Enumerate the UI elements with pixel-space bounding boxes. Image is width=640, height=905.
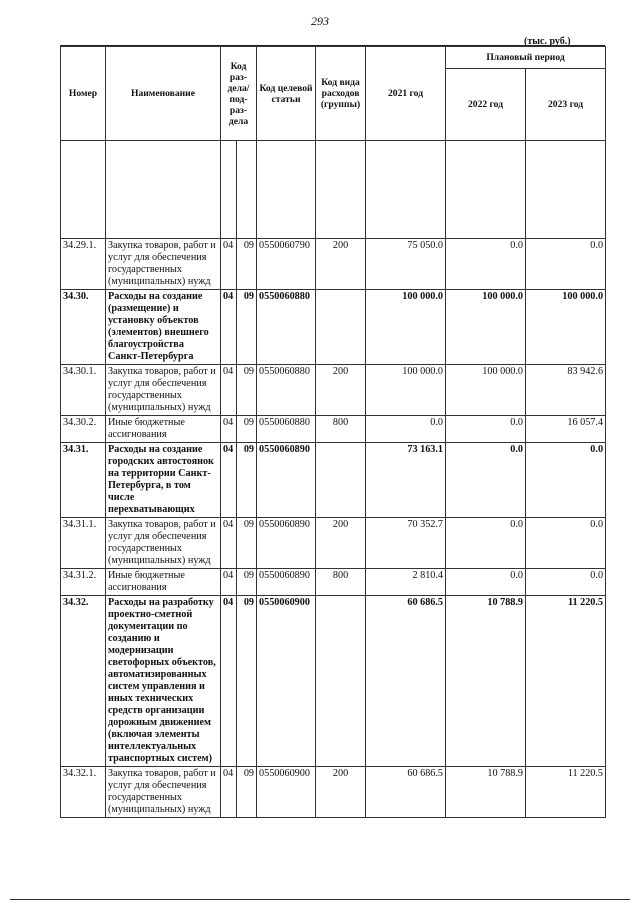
row-value-2022: 0.0 — [446, 518, 526, 569]
row-value-2022: 100 000.0 — [446, 365, 526, 416]
row-number: 34.30. — [61, 290, 106, 365]
table-header — [61, 47, 606, 141]
row-expense-code: 200 — [316, 239, 366, 290]
row-value-2021: 75 050.0 — [366, 239, 446, 290]
row-expense-code — [316, 290, 366, 365]
row-name: Иные бюджетные ассигнования — [106, 416, 221, 443]
row-target-code: 0550060890 — [257, 518, 316, 569]
row-value-2023: 11 220.5 — [526, 767, 606, 818]
row-number: 34.30.1. — [61, 365, 106, 416]
row-subsection-code: 09 — [237, 365, 257, 416]
spacer-row — [61, 141, 606, 239]
row-value-2023: 0.0 — [526, 239, 606, 290]
row-expense-code: 200 — [316, 518, 366, 569]
row-value-2022: 10 788.9 — [446, 596, 526, 767]
table-row — [61, 569, 606, 596]
row-value-2021: 2 810.4 — [366, 569, 446, 596]
table-row — [61, 443, 606, 518]
row-target-code: 0550060790 — [257, 239, 316, 290]
table-body — [61, 141, 606, 818]
page-number: 293 — [311, 14, 329, 28]
row-name: Расходы на создание городских автостоянок на территории Санкт-Петербурга, в том числе перехватывающих — [106, 443, 221, 518]
header-year-2023: 2023 год — [526, 69, 606, 141]
row-expense-code: 200 — [316, 767, 366, 818]
header-section-code: Код раз-дела/ под-раз-дела — [221, 47, 257, 141]
row-number: 34.30.2. — [61, 416, 106, 443]
row-value-2021: 60 686.5 — [366, 767, 446, 818]
row-expense-code: 200 — [316, 365, 366, 416]
row-value-2023: 16 057.4 — [526, 416, 606, 443]
row-value-2021: 0.0 — [366, 416, 446, 443]
row-number: 34.31.2. — [61, 569, 106, 596]
header-year-2021: 2021 год — [366, 47, 446, 141]
row-value-2022: 0.0 — [446, 416, 526, 443]
header-year-2022: 2022 год — [446, 69, 526, 141]
header-expense-code: Код вида расходов (группы) — [316, 47, 366, 141]
row-value-2023: 100 000.0 — [526, 290, 606, 365]
row-value-2022: 100 000.0 — [446, 290, 526, 365]
row-section-code: 04 — [221, 290, 237, 365]
row-subsection-code: 09 — [237, 596, 257, 767]
row-value-2021: 100 000.0 — [366, 290, 446, 365]
row-value-2021: 73 163.1 — [366, 443, 446, 518]
header-planned-period: Плановый период — [446, 47, 606, 69]
row-target-code: 0550060880 — [257, 365, 316, 416]
row-value-2023: 11 220.5 — [526, 596, 606, 767]
row-value-2023: 0.0 — [526, 443, 606, 518]
table-row — [61, 767, 606, 818]
row-value-2022: 0.0 — [446, 443, 526, 518]
row-value-2022: 10 788.9 — [446, 767, 526, 818]
row-number: 34.31.1. — [61, 518, 106, 569]
row-number: 34.29.1. — [61, 239, 106, 290]
row-name: Иные бюджетные ассигнования — [106, 569, 221, 596]
units-label: (тыс. руб.) — [524, 36, 571, 47]
row-value-2021: 60 686.5 — [366, 596, 446, 767]
budget-table — [60, 46, 606, 818]
row-value-2022: 0.0 — [446, 239, 526, 290]
row-name: Закупка товаров, работ и услуг для обеспечения государственных (муниципальных) нужд — [106, 518, 221, 569]
row-section-code: 04 — [221, 767, 237, 818]
row-section-code: 04 — [221, 596, 237, 767]
row-value-2022: 0.0 — [446, 569, 526, 596]
row-section-code: 04 — [221, 569, 237, 596]
row-target-code: 0550060900 — [257, 767, 316, 818]
bottom-rule — [10, 899, 630, 900]
header-number: Номер — [61, 47, 106, 141]
row-subsection-code: 09 — [237, 767, 257, 818]
row-subsection-code: 09 — [237, 443, 257, 518]
row-expense-code — [316, 443, 366, 518]
row-target-code: 0550060880 — [257, 290, 316, 365]
row-section-code: 04 — [221, 443, 237, 518]
row-name: Расходы на создание (размещение) и установку объектов (элементов) внешнего благоустройства Санкт-Петербурга — [106, 290, 221, 365]
row-target-code: 0550060900 — [257, 596, 316, 767]
row-target-code: 0550060890 — [257, 443, 316, 518]
row-number: 34.32.1. — [61, 767, 106, 818]
table-row — [61, 596, 606, 767]
row-value-2023: 0.0 — [526, 569, 606, 596]
row-name: Закупка товаров, работ и услуг для обеспечения государственных (муниципальных) нужд — [106, 365, 221, 416]
row-expense-code: 800 — [316, 416, 366, 443]
row-value-2021: 100 000.0 — [366, 365, 446, 416]
row-subsection-code: 09 — [237, 290, 257, 365]
header-target-code: Код целевой статьи — [257, 47, 316, 141]
row-subsection-code: 09 — [237, 239, 257, 290]
row-section-code: 04 — [221, 518, 237, 569]
row-name: Закупка товаров, работ и услуг для обеспечения государственных (муниципальных) нужд — [106, 767, 221, 818]
row-expense-code: 800 — [316, 569, 366, 596]
table-row — [61, 518, 606, 569]
row-target-code: 0550060890 — [257, 569, 316, 596]
row-value-2023: 0.0 — [526, 518, 606, 569]
row-name: Закупка товаров, работ и услуг для обеспечения государственных (муниципальных) нужд — [106, 239, 221, 290]
row-section-code: 04 — [221, 365, 237, 416]
row-subsection-code: 09 — [237, 569, 257, 596]
table-row — [61, 416, 606, 443]
row-section-code: 04 — [221, 416, 237, 443]
table-row — [61, 239, 606, 290]
row-section-code: 04 — [221, 239, 237, 290]
row-subsection-code: 09 — [237, 416, 257, 443]
row-value-2023: 83 942.6 — [526, 365, 606, 416]
header-name: Наименование — [106, 47, 221, 141]
row-expense-code — [316, 596, 366, 767]
row-subsection-code: 09 — [237, 518, 257, 569]
row-number: 34.31. — [61, 443, 106, 518]
table-row — [61, 290, 606, 365]
row-target-code: 0550060880 — [257, 416, 316, 443]
row-number: 34.32. — [61, 596, 106, 767]
table-row — [61, 365, 606, 416]
row-name: Расходы на разработку проектно-сметной документации по созданию и модернизации светофорных объектов, автоматизированных систем управления и иных технических средств организации дорожным движением (включая элементы интеллектуальных транспортных систем) — [106, 596, 221, 767]
row-value-2021: 70 352.7 — [366, 518, 446, 569]
